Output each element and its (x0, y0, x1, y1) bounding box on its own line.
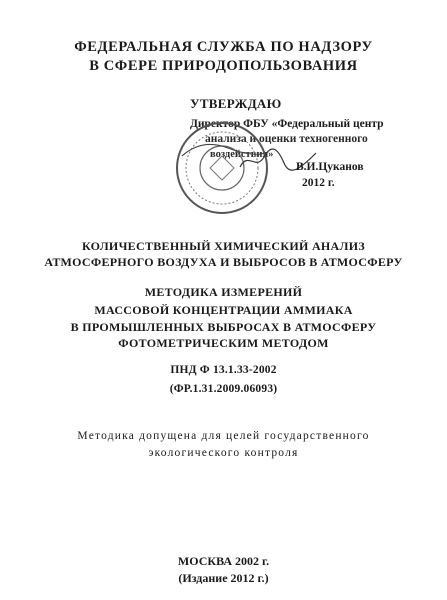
method-line2: МАССОВОЙ КОНЦЕНТРАЦИИ АММИАКА (94, 303, 353, 317)
permit-line2: экологического контроля (148, 447, 299, 459)
method-line3: В ПРОМЫШЛЕННЫХ ВЫБРОСАХ В АТМОСФЕРУ (70, 320, 377, 334)
fr-code: (ФР.1.31.2009.06093) (169, 383, 278, 395)
title-line1: КОЛИЧЕСТВЕННЫЙ ХИМИЧЕСКИЙ АНАЛИЗ (81, 239, 366, 253)
city-year: МОСКВА 2002 г. (177, 554, 270, 568)
approval-position-line1: Директор ФБУ «Федеральный центр (190, 118, 384, 130)
agency-name-line2: В СФЕРЕ ПРИРОДОПОЛЬЗОВАНИЯ (89, 58, 358, 74)
method-title: МЕТОДИКА ИЗМЕРЕНИЙ (144, 285, 303, 299)
approval-date: 2012 г. (302, 177, 335, 189)
pnd-code: ПНД Ф 13.1.33-2002 (170, 364, 277, 376)
method-line4: ФОТОМЕТРИЧЕСКИМ МЕТОДОМ (118, 336, 329, 350)
title-line2: АТМОСФЕРНОГО ВОЗДУХА И ВЫБРОСОВ В АТМОСФЕРУ (44, 255, 403, 269)
approval-position-line3: воздействия» (210, 149, 274, 160)
agency-name-line1: ФЕДЕРАЛЬНАЯ СЛУЖБА ПО НАДЗОРУ (74, 39, 373, 55)
approval-signer: В.И.Цуканов (296, 161, 364, 173)
edition-year: (Издание 2012 г.) (178, 571, 269, 585)
approval-title: УТВЕРЖДАЮ (190, 96, 282, 111)
approval-position-line2: анализа и оценки техногенного (205, 133, 368, 145)
permit-line1: Методика допущена для целей государственного (77, 430, 370, 442)
